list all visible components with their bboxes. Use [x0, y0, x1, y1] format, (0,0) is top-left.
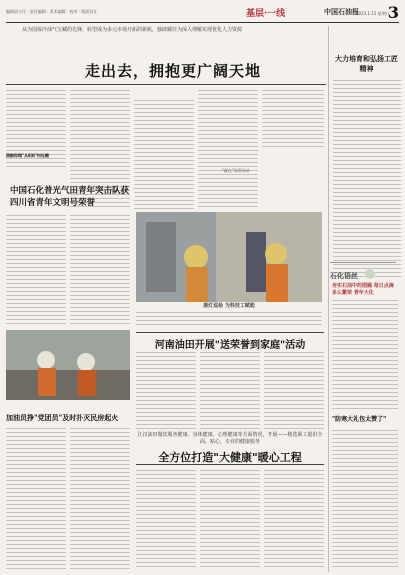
banner-2-rule: [136, 464, 324, 465]
lower-left-photo: [6, 330, 130, 400]
left-article-title: 中国石化普光气田青年突击队获四川省青年文明号荣誉: [10, 186, 130, 208]
photo-caption: 提灯巡检 为科技工赋能: [203, 303, 255, 309]
text-column-9: [200, 352, 260, 432]
text-column-10: [264, 352, 324, 432]
text-column-13: [136, 470, 196, 570]
banner-1: 河南油田开展"送荣誉到家庭"活动: [154, 340, 306, 351]
right-column-text-2: [332, 300, 398, 410]
leaf-icon: [365, 269, 375, 279]
text-column-6: [6, 215, 66, 325]
issue-date: 2023.1.15 星期日: [356, 11, 390, 16]
right-column-title: 大力培育和弘扬工匠精神: [335, 54, 398, 73]
banner-2: 全方位打造"大健康"暖心工程: [158, 451, 302, 464]
right-column-text: [333, 80, 401, 280]
middle-section-label: "就在"而用场站: [222, 168, 250, 173]
right-column-text-3: [332, 430, 398, 570]
text-column-14: [200, 470, 260, 570]
page-headline: 走出去，拥抱更广阔天地: [84, 62, 261, 80]
text-column-11: [6, 428, 66, 570]
lede-text: 从为国保冷油气宝藏的先锋，转型成为多元市场开拓的新航，独辟蹊径为深入理解实现优化人力资源: [22, 27, 243, 33]
text-column-7: [70, 215, 130, 325]
text-column-15: [264, 470, 324, 570]
right-mid-title: 夯实石油中的图腾 每日点滴多么繁荣 青年大化: [332, 283, 394, 296]
section-title: 基层·一线: [246, 9, 286, 19]
text-column-3: [134, 100, 194, 210]
newspaper-logo: 中国石油报: [324, 7, 359, 16]
masthead-meta: 编辑部主任 · 责任编辑 · 美术编辑 · 校对 · 版面设计: [6, 9, 98, 14]
text-column-4: [198, 90, 258, 210]
right-bottom-title: "防寒大礼包太赞了": [332, 416, 387, 423]
lower-left-title: 加油员挣"党团员"及时扑灭民房起火: [6, 413, 119, 422]
banner-1-rule: [136, 332, 324, 333]
photo-description: [136, 312, 322, 328]
left-section-label: 借群仰翔"从E到"何处翱: [6, 153, 49, 158]
column-stamp: [330, 262, 396, 280]
masthead: [6, 3, 399, 23]
article-intro-quote: 江汉油田餐饮服务健康、身体健康、心理健康等方面情况，开展——精选职工提供全面，贴心，专业的健康服务: [137, 432, 323, 445]
text-column-8: [136, 352, 196, 432]
page-number: 3: [387, 3, 399, 22]
text-column-12: [70, 428, 130, 570]
column-stamp-label: 石化语丝: [330, 271, 358, 280]
text-column-5: [262, 90, 324, 150]
headline-rule: [6, 84, 326, 85]
main-photo: [136, 212, 322, 302]
